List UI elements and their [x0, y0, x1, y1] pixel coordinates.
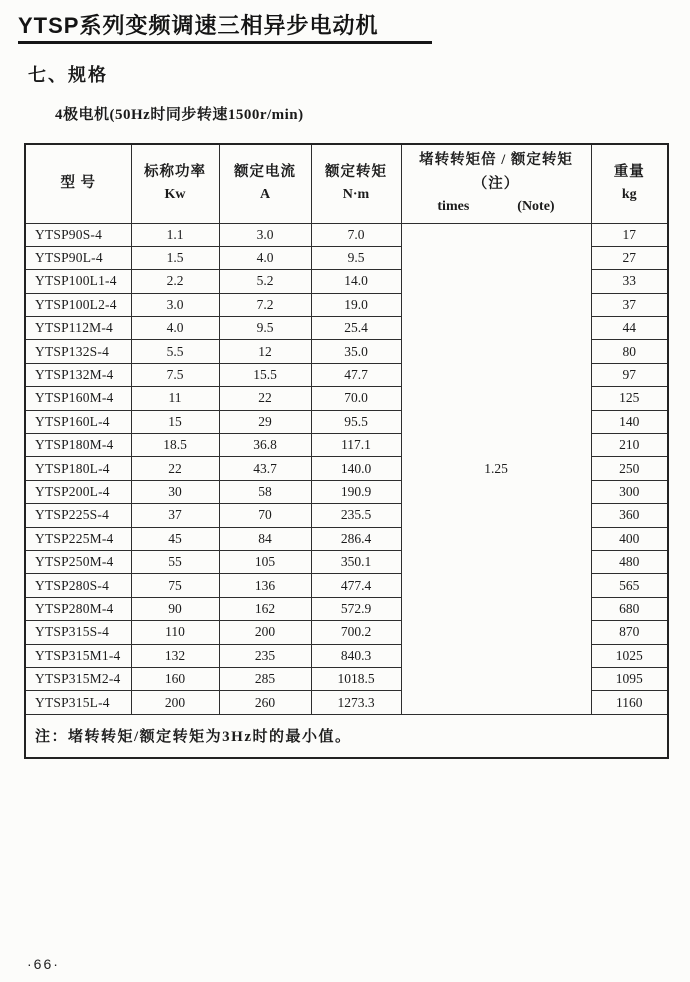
- header-torque: [311, 144, 401, 223]
- torque-cell: 140.0: [311, 457, 401, 480]
- torque-cell: 14.0: [311, 270, 401, 293]
- torque-cell: 477.4: [311, 574, 401, 597]
- header-current: [219, 144, 311, 223]
- torque-cell: 19.0: [311, 293, 401, 316]
- model-cell: YTSP90S-4: [25, 223, 131, 246]
- model-cell: YTSP160M-4: [25, 387, 131, 410]
- model-cell: YTSP315M2-4: [25, 667, 131, 690]
- table-note: 注：堵转转矩/额定转矩为3Hz时的最小值。: [25, 714, 668, 758]
- current-cell: 7.2: [219, 293, 311, 316]
- page-number: ·66·: [27, 956, 60, 972]
- header-power-unit: Kw: [164, 187, 186, 203]
- torque-cell: 235.5: [311, 504, 401, 527]
- weight-cell: 125: [591, 387, 668, 410]
- model-cell: YTSP112M-4: [25, 317, 131, 340]
- model-cell: YTSP225S-4: [25, 504, 131, 527]
- model-cell: YTSP280S-4: [25, 574, 131, 597]
- current-cell: 4.0: [219, 246, 311, 269]
- table-header: [25, 144, 668, 223]
- current-cell: 9.5: [219, 317, 311, 340]
- power-cell: 15: [131, 410, 219, 433]
- torque-cell: 1018.5: [311, 667, 401, 690]
- weight-cell: 680: [591, 597, 668, 620]
- current-cell: 12: [219, 340, 311, 363]
- header-power-label: 标称功率: [144, 163, 206, 180]
- header-torque-unit: N·m: [342, 187, 370, 203]
- power-cell: 11: [131, 387, 219, 410]
- spec-table: [24, 143, 669, 759]
- torque-cell: 190.9: [311, 480, 401, 503]
- header-torque-label: 额定转矩: [325, 163, 387, 180]
- current-cell: 43.7: [219, 457, 311, 480]
- power-cell: 75: [131, 574, 219, 597]
- weight-cell: 360: [591, 504, 668, 527]
- current-cell: 285: [219, 667, 311, 690]
- model-cell: YTSP225M-4: [25, 527, 131, 550]
- power-cell: 160: [131, 667, 219, 690]
- current-cell: 29: [219, 410, 311, 433]
- power-cell: 90: [131, 597, 219, 620]
- power-cell: 200: [131, 691, 219, 714]
- model-cell: YTSP160L-4: [25, 410, 131, 433]
- current-cell: 235: [219, 644, 311, 667]
- current-cell: 36.8: [219, 434, 311, 457]
- torque-cell: 25.4: [311, 317, 401, 340]
- torque-cell: 7.0: [311, 223, 401, 246]
- power-cell: 55: [131, 550, 219, 573]
- model-cell: YTSP132M-4: [25, 363, 131, 386]
- power-cell: 18.5: [131, 434, 219, 457]
- torque-cell: 47.7: [311, 363, 401, 386]
- weight-cell: 210: [591, 434, 668, 457]
- header-weight: [591, 144, 668, 223]
- model-cell: YTSP315M1-4: [25, 644, 131, 667]
- header-ratio-label: 堵转转矩倍 / 额定转矩（注）: [419, 152, 573, 192]
- torque-cell: 70.0: [311, 387, 401, 410]
- weight-cell: 480: [591, 550, 668, 573]
- model-cell: YTSP200L-4: [25, 480, 131, 503]
- current-cell: 105: [219, 550, 311, 573]
- weight-cell: 37: [591, 293, 668, 316]
- ratio-merged-cell: 1.25: [401, 223, 591, 714]
- header-weight-label: 重量: [613, 163, 645, 180]
- weight-cell: 565: [591, 574, 668, 597]
- torque-cell: 700.2: [311, 621, 401, 644]
- weight-cell: 27: [591, 246, 668, 269]
- weight-cell: 80: [591, 340, 668, 363]
- current-cell: 15.5: [219, 363, 311, 386]
- header-ratio-unit-times: times: [437, 198, 470, 214]
- weight-cell: 250: [591, 457, 668, 480]
- power-cell: 30: [131, 480, 219, 503]
- current-cell: 5.2: [219, 270, 311, 293]
- header-model: [25, 144, 131, 223]
- title-underline: [18, 41, 432, 44]
- current-cell: 3.0: [219, 223, 311, 246]
- torque-cell: 35.0: [311, 340, 401, 363]
- model-cell: YTSP90L-4: [25, 246, 131, 269]
- document-title: YTSP系列变频调速三相异步电动机: [18, 13, 379, 38]
- torque-cell: 95.5: [311, 410, 401, 433]
- power-cell: 132: [131, 644, 219, 667]
- header-ratio-unit-note: (Note): [517, 198, 555, 214]
- table-row: [25, 223, 668, 246]
- header-current-label: 额定电流: [234, 163, 296, 180]
- weight-cell: 140: [591, 410, 668, 433]
- weight-cell: 1095: [591, 667, 668, 690]
- model-cell: YTSP315L-4: [25, 691, 131, 714]
- header-weight-unit: kg: [621, 187, 637, 203]
- power-cell: 45: [131, 527, 219, 550]
- weight-cell: 44: [591, 317, 668, 340]
- power-cell: 7.5: [131, 363, 219, 386]
- motor-subtitle: 4极电机(50Hz时同步转速1500r/min): [55, 107, 304, 123]
- weight-cell: 300: [591, 480, 668, 503]
- weight-cell: 33: [591, 270, 668, 293]
- current-cell: 84: [219, 527, 311, 550]
- model-cell: YTSP100L2-4: [25, 293, 131, 316]
- torque-cell: 350.1: [311, 550, 401, 573]
- current-cell: 136: [219, 574, 311, 597]
- header-ratio: [401, 144, 591, 223]
- weight-cell: 1025: [591, 644, 668, 667]
- power-cell: 22: [131, 457, 219, 480]
- power-cell: 3.0: [131, 293, 219, 316]
- note-row: [25, 714, 668, 758]
- torque-cell: 572.9: [311, 597, 401, 620]
- torque-cell: 1273.3: [311, 691, 401, 714]
- torque-cell: 117.1: [311, 434, 401, 457]
- torque-cell: 9.5: [311, 246, 401, 269]
- weight-cell: 97: [591, 363, 668, 386]
- table-footer: [25, 714, 668, 758]
- current-cell: 200: [219, 621, 311, 644]
- header-current-unit: A: [259, 187, 271, 203]
- current-cell: 70: [219, 504, 311, 527]
- torque-cell: 286.4: [311, 527, 401, 550]
- header-power: [131, 144, 219, 223]
- power-cell: 2.2: [131, 270, 219, 293]
- model-cell: YTSP250M-4: [25, 550, 131, 573]
- model-cell: YTSP132S-4: [25, 340, 131, 363]
- torque-cell: 840.3: [311, 644, 401, 667]
- model-cell: YTSP100L1-4: [25, 270, 131, 293]
- model-cell: YTSP180M-4: [25, 434, 131, 457]
- power-cell: 37: [131, 504, 219, 527]
- power-cell: 110: [131, 621, 219, 644]
- power-cell: 1.5: [131, 246, 219, 269]
- power-cell: 4.0: [131, 317, 219, 340]
- current-cell: 260: [219, 691, 311, 714]
- weight-cell: 1160: [591, 691, 668, 714]
- model-cell: YTSP280M-4: [25, 597, 131, 620]
- current-cell: 22: [219, 387, 311, 410]
- current-cell: 58: [219, 480, 311, 503]
- weight-cell: 400: [591, 527, 668, 550]
- table-body: [25, 223, 668, 714]
- header-model-label: 型 号: [60, 175, 97, 192]
- model-cell: YTSP180L-4: [25, 457, 131, 480]
- current-cell: 162: [219, 597, 311, 620]
- power-cell: 5.5: [131, 340, 219, 363]
- weight-cell: 870: [591, 621, 668, 644]
- weight-cell: 17: [591, 223, 668, 246]
- header-ratio-units: [402, 196, 591, 218]
- section-heading: 七、规格: [28, 65, 108, 85]
- power-cell: 1.1: [131, 223, 219, 246]
- model-cell: YTSP315S-4: [25, 621, 131, 644]
